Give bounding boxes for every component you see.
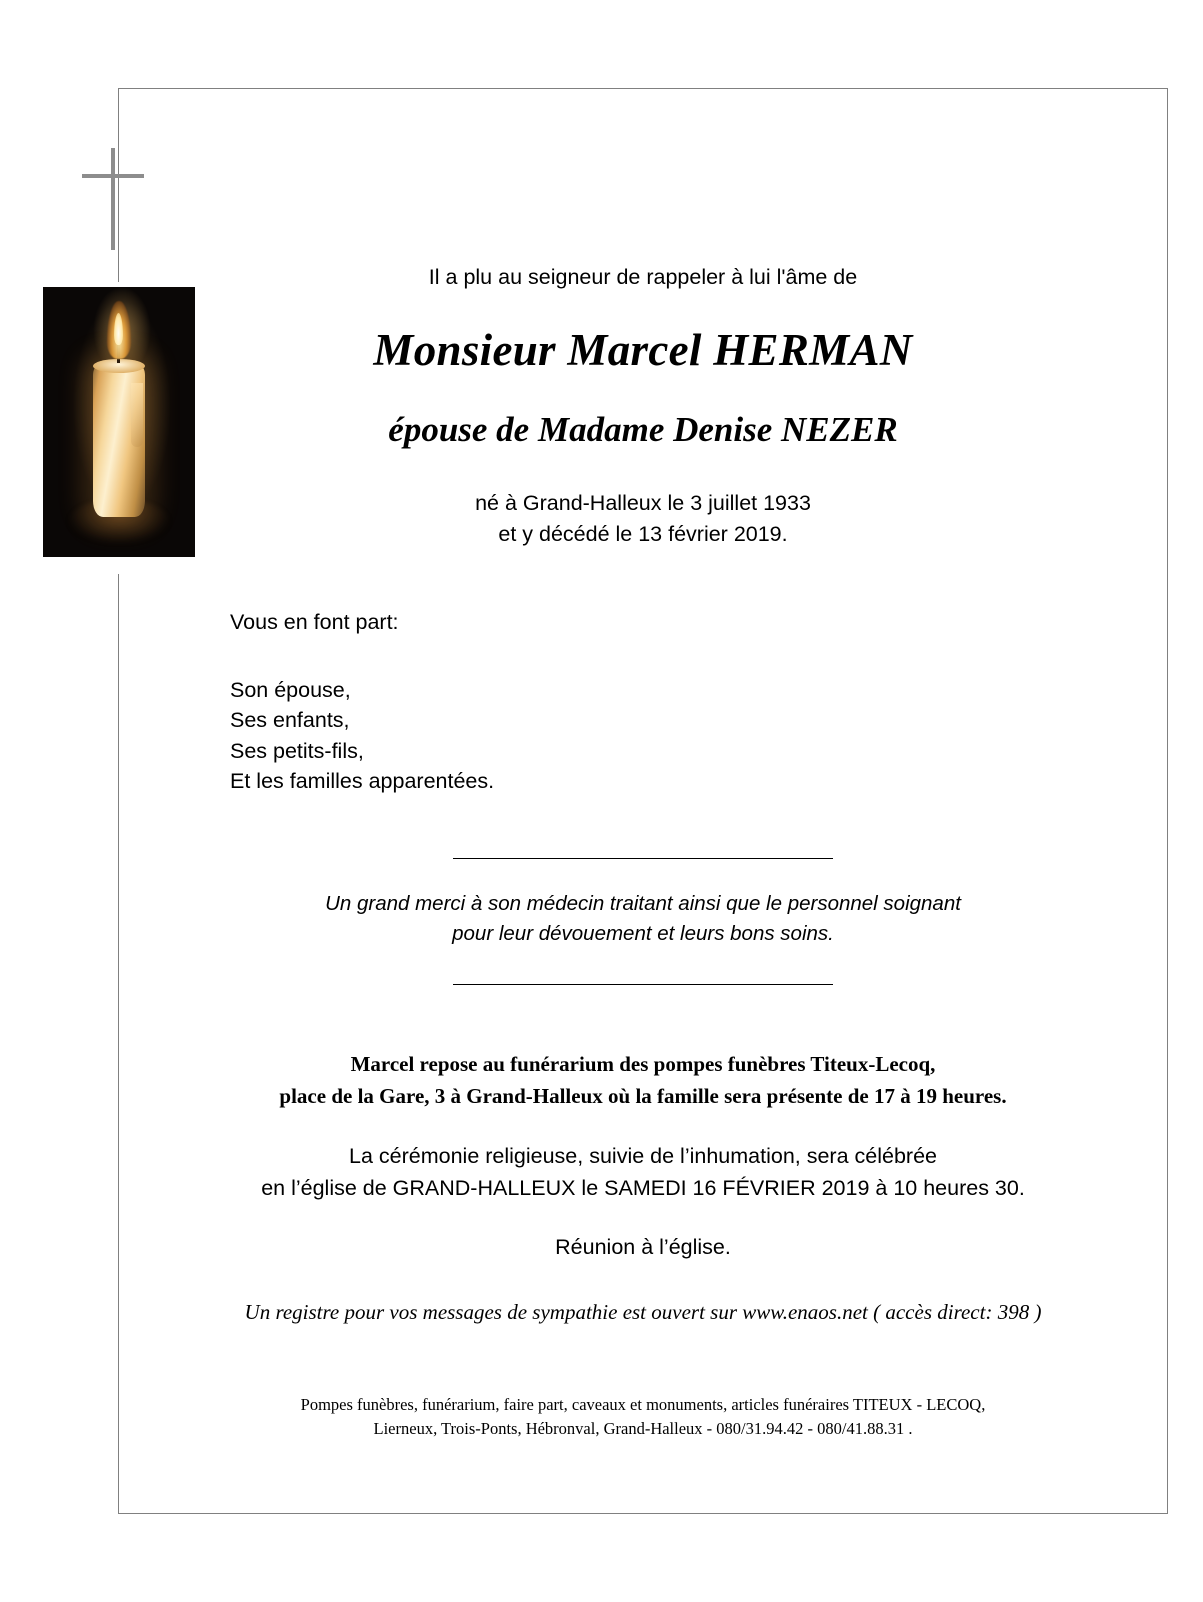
funeral-home-line-1: Marcel repose au funérarium des pompes funèbres Titeux-Lecoq, [350,1052,936,1077]
footer-line-1: Pompes funèbres, funérarium, faire part, caveaux et monuments, articles funéraires TITEUX - LECOQ, [300,1394,986,1414]
cross-icon [111,148,115,250]
footer-line-2: Lierneux, Trois-Ponts, Hébronval, Grand-Halleux - 080/31.94.42 - 080/41.88.31 . [373,1418,913,1438]
thanks-block [118,889,1168,951]
ceremony-line-1: La cérémonie religieuse, suivie de l’inhumation, sera célébrée [349,1144,937,1169]
register-line: Un registre pour vos messages de sympathie est ouvert sur www.enaos.net ( accès direct: 398 ) [244,1299,1042,1324]
family-list [230,675,1168,795]
divider-top [453,858,833,859]
birth-death-block [118,488,1168,550]
death-line: et y décédé le 13 février 2019. [498,522,788,547]
birth-line: né à Grand-Halleux le 3 juillet 1933 [475,491,811,515]
deceased-name: Monsieur Marcel HERMAN [373,325,913,375]
announce-label: Vous en font part: [230,610,399,635]
list-item: Et les familles apparentées. [230,768,495,793]
footer-block [118,1393,1168,1441]
thanks-line-2: pour leur dévouement et leurs bons soins. [452,922,834,946]
announcement-text-block [118,88,1168,1441]
list-item: Ses petits-fils, [230,738,364,763]
ceremony-line-2: en l’église de GRAND-HALLEUX le SAMEDI 16 FÉVRIER 2019 à 10 heures 30. [261,1176,1025,1201]
reunion-line: Réunion à l’église. [555,1234,731,1259]
divider-bottom [453,984,833,985]
ceremony-block [118,1140,1168,1205]
list-item: Son épouse, [230,678,351,703]
spouse-line: épouse de Madame Denise NEZER [388,410,898,449]
thanks-line-1: Un grand merci à son médecin traitant ainsi que le personnel soignant [325,891,961,915]
funeral-home-block [118,1049,1168,1112]
list-item: Ses enfants, [230,708,350,733]
intro-text: Il a plu au seigneur de rappeler à lui l'âme de [428,265,858,289]
funeral-home-line-2: place de la Gare, 3 à Grand-Halleux où la famille sera présente de 17 à 19 heures. [279,1083,1007,1108]
